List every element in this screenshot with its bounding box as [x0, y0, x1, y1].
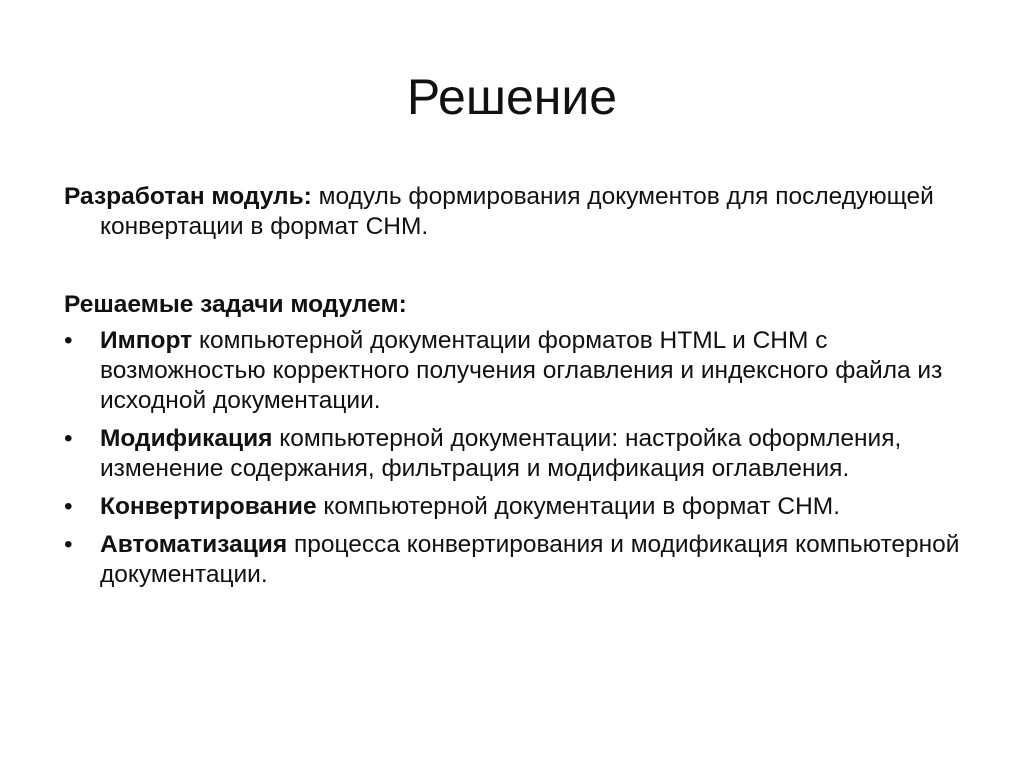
task-text: компьютерной документации: настройка оформления, изменение содержания, фильтрация и модификация оглавления.	[100, 425, 902, 482]
slide-title: Решение	[406, 69, 618, 125]
slide-content	[64, 182, 964, 590]
task-keyword: Конвертирование	[100, 493, 317, 520]
bullet-icon: •	[64, 493, 73, 520]
task-keyword: Модификация	[100, 425, 273, 452]
bullet-icon: •	[64, 327, 73, 354]
task-text: компьютерной документации в формат CHM.	[316, 493, 841, 520]
bullet-icon: •	[64, 425, 73, 452]
list-item	[64, 326, 964, 416]
intro-paragraph	[64, 182, 964, 242]
task-keyword: Автоматизация	[100, 531, 288, 558]
tasks-heading	[64, 290, 964, 320]
list-item	[64, 530, 964, 590]
task-keyword: Импорт	[100, 327, 193, 354]
intro-label: Разработан модуль:	[64, 183, 312, 210]
task-text: процесса конвертирования и модификация компьютерной документации.	[100, 531, 960, 588]
tasks-heading-text: Решаемые задачи модулем:	[64, 291, 407, 318]
tasks-list	[64, 326, 964, 590]
list-item	[64, 492, 964, 522]
task-text: компьютерной документации форматов HTML и CHM с возможностью корректного получения оглавления и индексного файла из исходной документации.	[100, 327, 943, 414]
bullet-icon: •	[64, 531, 73, 558]
intro-text: модуль формирования документов для последующей конвертации в формат CHM.	[100, 183, 934, 240]
list-item	[64, 424, 964, 484]
